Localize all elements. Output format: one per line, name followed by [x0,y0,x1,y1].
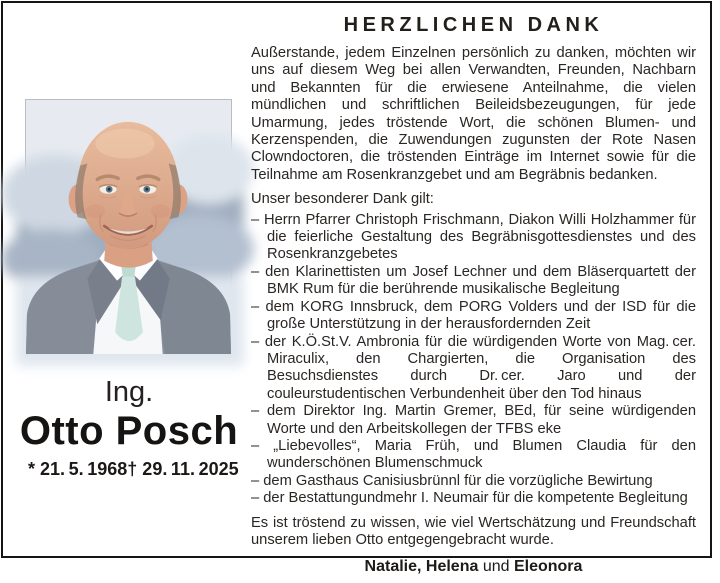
thanks-intro: Unser besonderer Dank gilt: [251,191,434,208]
thanks-item: – dem Gasthaus Canisiusbrünnl für die vorzügliche Bewirtung [251,472,653,489]
thanks-list [251,212,696,508]
deceased-title: Ing. [104,376,154,408]
thanks-item: – der K.Ö.St.V. Ambronia für die würdigenden Worte von Mag. cer. Miraculix, den Chargierten, die Organisation des Besuchsdienstes durch Dr. cer. Jaro und der couleurstudentischen Verbundenheit über den Tod hinaus [251,333,696,402]
thank-you-panel [251,11,696,583]
death-date: † 29. 11. 2025 [127,459,239,479]
thanks-item: – dem Direktor Ing. Martin Gremer, BEd, für seine würdigenden Worte und den Arbeitskollegen der TFBS eke [251,403,696,437]
signature [251,558,696,575]
thanks-item: – „Liebevolles“, Maria Früh, und Blumen Claudia für den wunderschönen Blumenschmuck [251,437,696,472]
thanks-item: – dem KORG Innsbruck, dem PORG Volders und der ISD für die große Unterstützung in der herausfordernden Zeit [251,298,696,333]
closing-paragraph: Es ist tröstend zu wissen, wie viel Wertschätzung und Freundschaft unserem lieben Otto entgegengebracht wurde. [251,514,696,548]
thanks-item: – Herrn Pfarrer Christoph Frischmann, Diakon Willi Holzhammer für die feierliche Gestaltung des Begräbnisgottesdienstes und des Rosenkranzgebetes [251,211,696,263]
portrait-photo [25,99,232,355]
page-title: HERZLICHEN DANK [343,14,604,36]
deceased-panel [18,99,240,480]
thanks-item: – der Bestattungundmehr I. Neumair für die kompetente Begleitung [251,490,688,507]
thanks-item: – den Klarinettisten um Josef Lechner und dem Bläserquartett der BMK Rum für die berührende musikalische Begleitung [251,263,696,298]
life-dates [25,459,239,480]
deceased-name: Otto Posch [19,409,239,453]
portrait-illustration [26,100,231,354]
signature-names-2: Eleonora [513,558,583,576]
signature-names-1: Natalie, Helena [364,558,479,576]
signature-connector: und [478,558,514,576]
intro-paragraph: Außerstande, jedem Einzelnen persönlich zu danken, möchten wir uns auf diesem Weg bei allen Verwandten, Freunden, Nachbarn und Bekannten für die erwiesene Anteilnahme, die vielen mündlichen und schriftlichen Beileidsbezeugungen, für jede Umarmung, jedes tröstende Wort, die schönen Blumen- und Kerzenspenden, die Zuwendungen zugunsten der Rote Nasen Clowndoctoren, die tröstenden Einträge im Internet sowie für die Teilnahme am Rosenkranzgebet und am Begräbnis bedanken. [251,45,696,183]
birth-date: * 21. 5. 1968 [28,459,128,479]
